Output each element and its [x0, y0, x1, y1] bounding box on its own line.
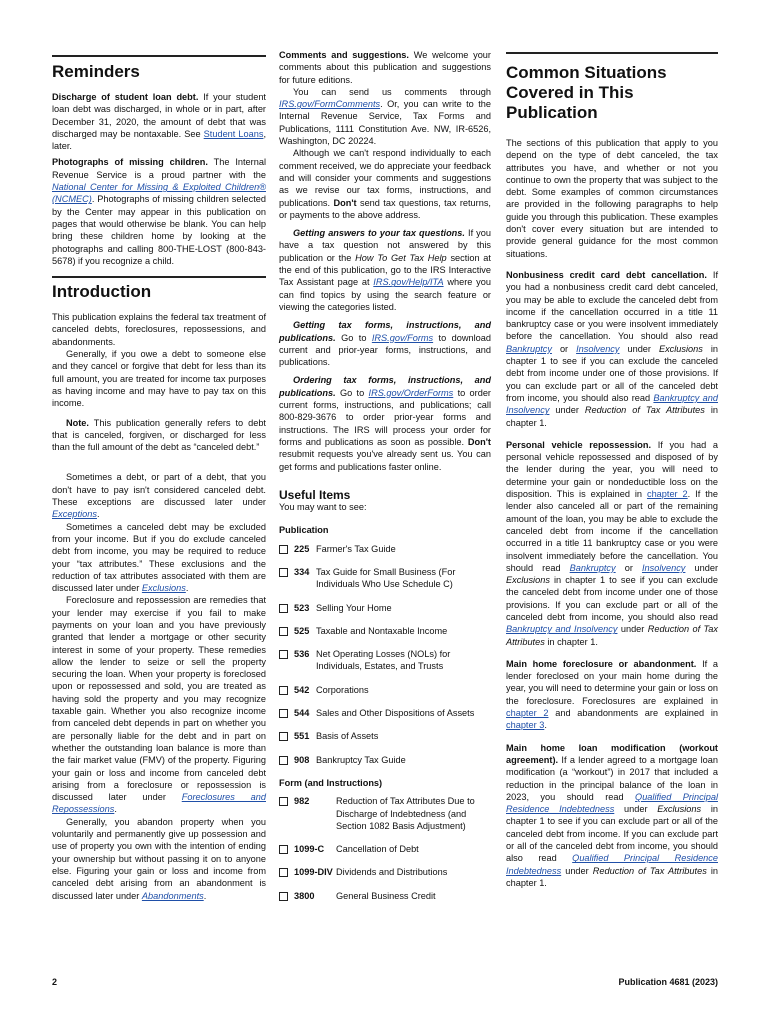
checkbox-icon [279, 545, 288, 554]
publication-title: Tax Guide for Small Business (For Individuals Who Use Schedule C) [316, 566, 456, 590]
checkbox-icon [279, 627, 288, 636]
forms-paragraph: Getting tax forms, instructions, and publications. Go to IRS.gov/Forms to download current and prior-year forms, instructions, and publications. [279, 320, 491, 368]
bankruptcy-insolvency-link[interactable]: Bankruptcy and Insolvency [506, 392, 718, 416]
publication-number: 334 [294, 566, 310, 577]
chapter-2-link-2[interactable]: chapter 2 [506, 708, 549, 719]
form-number: 1099-C [294, 844, 325, 855]
publication-number: 908 [294, 754, 310, 765]
vehicle-paragraph: Personal vehicle repossession. If you had a personal vehicle repossessed and disposed of by the lender during the year, you will need to determine your gain or nondeductible loss on the disposition. This is explained in chapter 2. If the lender also canceled all or part of the remaining amount of the loan, you may be able to exclude the canceled debt from income if the cancellation occurred in a title 11 bankruptcy case or you were insolvent immediately before the cancellation. You should read Bankruptcy or Insolvency under Exclusions in chapter 1 to see if you can exclude the canceled debt from income under one of those provisions. If you can exclude part or all of the canceled debt from income, you should also read Bankruptcy and Insolvency under Reduction of Tax Attributes in chapter 1. [506, 439, 718, 647]
publication-number: 523 [294, 602, 310, 613]
checkbox-icon [279, 686, 288, 695]
bankruptcy-link[interactable]: Bankruptcy [506, 343, 552, 354]
abandonments-link[interactable]: Abandonments [141, 890, 204, 901]
forms-label: Form (and Instructions) [279, 777, 383, 788]
comments-paragraph: Comments and suggestions. We welcome your comments about this publication and suggestions for future editions. [279, 50, 491, 85]
chapter-3-link[interactable]: chapter 3 [506, 720, 545, 731]
intro-rule [52, 276, 266, 278]
publication-item [279, 730, 491, 742]
introduction-heading: Introduction [52, 282, 152, 302]
page-number: 2 [52, 977, 58, 987]
checkbox-icon [279, 650, 288, 659]
form-number: 1099-DIV [294, 867, 333, 878]
credit-card-paragraph: Nonbusiness credit card debt cancellation. If you had a nonbusiness credit card debt canceled, you may be able to exclude the canceled debt from income if the cancellation occurred in a title 11 bankruptcy case or you were insolvent immediately before the cancellation. You should also read Bankruptcy or Insolvency under Exclusions in chapter 1 to see if you can exclude the canceled debt from income under one of those provisions. If you can exclude part or all of the canceled debt from income, you should also read Bankruptcy and Insolvency under Reduction of Tax Attributes in chapter 1. [506, 269, 719, 428]
publication-label: Publication [279, 525, 329, 536]
form-title: General Business Credit [336, 890, 436, 901]
form-title: Reduction of Tax Attributes Due to Discharge of Indebtedness (and Section 1082 Basis Adjustment) [336, 796, 475, 831]
bankruptcy-link-2[interactable]: Bankruptcy [569, 562, 616, 573]
column-left [52, 62, 266, 902]
checkbox-icon [279, 845, 288, 854]
checkbox-icon [279, 756, 288, 765]
foreclosure-paragraph: Main home foreclosure or abandonment. If a lender foreclosed on your main home during the year, you will need to determine your gain or loss on the foreclosure. Foreclosures are explained in chapter 2 and abandonments are explained in chapter 3. [506, 658, 718, 731]
publication-title: Sales and Other Dispositions of Assets [316, 708, 475, 719]
order-forms-link[interactable]: IRS.gov/OrderForms [368, 387, 454, 398]
form-item [279, 795, 491, 832]
checkbox-icon [279, 892, 288, 901]
ita-link[interactable]: IRS.gov/Help/ITA [373, 277, 444, 288]
column-middle [279, 49, 491, 913]
comments-paragraph-2: You can send us comments through IRS.gov/FormComments. Or, you can write to the Internal Revenue Service, Tax Forms and Publications, 1111 Constitution Ave. NW, IR-6526, Washington, DC 20224. [279, 86, 491, 147]
publication-item [279, 707, 491, 719]
intro-paragraph-6: Generally, you abandon property when you voluntarily and permanently give up possession and use of property you own with the intention of ending your ownership but without passing it on to anyone else. Figuring your gain or loss and income from canceled debt arising from an abandonment is discussed later under Abandonments. [52, 816, 266, 901]
publication-title: Selling Your Home [316, 602, 392, 613]
forms-link[interactable]: IRS.gov/Forms [371, 332, 434, 343]
missing-children-paragraph: Photographs of missing children. The Internal Revenue Service is a proud partner with the National Center for Missing & Exploited Children® (NCMEC). Photographs of missing children selected by the Center may appear in this publication on pages that would otherwise be blank. You can help bring these children home by looking at the photographs and calling 800-THE-LOST (800-843-5678) if you recognize a child. [52, 157, 266, 266]
checkbox-icon [279, 709, 288, 718]
publication-item [279, 625, 491, 637]
ordering-paragraph: Ordering tax forms, instructions, and publications. Go to IRS.gov/OrderForms to order current forms, instructions, and publications; call 800-829-3676 to order prior-year forms and instructions. The IRS will process your order for forms and publications as soon as possible. Don't resubmit requests you've already sent us. You can get forms and publications faster online. [279, 375, 491, 472]
loan-modification-paragraph: Main home loan modification (workout agreement). If a lender agreed to a mortgage loan modification (a “workout”) in 2017 that included a reduction in the principal balance of the loan in 2023, you should read Qualified Principal Residence Indebtedness under Exclusions in chapter 1 to see if you can exclude part or all of the canceled debt from income. If you can exclude part or all of the canceled debt from income, you should also read Qualified Principal Residence Indebtedness under Reduction of Tax Attributes in chapter 1. [506, 742, 718, 888]
bankruptcy-insolvency-link-2[interactable]: Bankruptcy and Insolvency [506, 624, 618, 635]
student-loans-link[interactable]: Student Loans [203, 128, 264, 139]
note-paragraph: Note. This publication generally refers to debt that is canceled, forgiven, or discharged for less than the full amount of the debt as “canceled debt.” [52, 417, 266, 453]
reminders-heading: Reminders [52, 62, 140, 81]
insolvency-link[interactable]: Insolvency [576, 343, 620, 354]
form-item [279, 890, 491, 902]
publication-title: Bankruptcy Tax Guide [316, 754, 406, 765]
publication-item [279, 566, 491, 591]
chapter-2-link[interactable]: chapter 2 [646, 489, 688, 500]
publication-number: 536 [294, 649, 310, 660]
publication-number: 542 [294, 684, 310, 695]
publication-number: 525 [294, 625, 310, 636]
publication-item [279, 754, 491, 766]
form-comments-link[interactable]: IRS.gov/FormComments [279, 99, 381, 110]
publication-item [279, 602, 491, 614]
form-number: 982 [294, 796, 310, 807]
checkbox-icon [279, 732, 288, 741]
comments-paragraph-3: Although we can't respond individually to each comment received, we do appreciate your feedback and will consider your comments and suggestions as we revise our tax forms, instructions, and publications. Don't send tax questions, tax returns, or payments to the above address. [279, 148, 491, 220]
form-title: Cancellation of Debt [336, 844, 419, 855]
common-situations-heading: Common Situations Covered in This Publication [506, 63, 667, 122]
intro-paragraph-2: Generally, if you owe a debt to someone else and they cancel or forgive that debt for less than its full amount, you are treated for income tax purposes as having income and may have to pay tax on this income. [52, 349, 266, 409]
qpri-link[interactable]: Qualified Principal Residence Indebtedness [506, 791, 718, 815]
publication-number: 551 [294, 731, 310, 742]
publication-list [279, 543, 491, 766]
publication-title: Basis of Assets [316, 731, 379, 742]
publication-number: 225 [294, 543, 310, 554]
answers-paragraph: Getting answers to your tax questions. If you have a tax question not answered by this publication or the How To Get Tax Help section at the end of this publication, go to the IRS Interactive Tax Assistant page at IRS.gov/Help/ITA where you can find topics by using the search feature or viewing the categories listed. [279, 228, 491, 312]
insolvency-link-2[interactable]: Insolvency [641, 562, 686, 573]
student-loan-paragraph: Discharge of student loan debt. If your student loan debt was discharged, in whole or in part, after December 31, 2020, the amount of debt that was discharged may be nontaxable. See Student Loans, later. [52, 92, 266, 152]
intro-paragraph-3: Sometimes a debt, or part of a debt, that you don't have to pay isn't considered canceled debt. These exceptions are discussed later under Exceptions. [52, 472, 266, 520]
form-title: Dividends and Distributions [336, 867, 448, 878]
exclusions-link[interactable]: Exclusions [141, 583, 186, 594]
qpri-link-2[interactable]: Qualified Principal Residence Indebtedness [506, 853, 718, 876]
form-list [279, 795, 491, 902]
foreclosures-link[interactable]: Foreclosures and Repossessions [52, 792, 266, 815]
publication-item [279, 543, 491, 555]
form-item [279, 843, 491, 855]
reminders-rule [52, 55, 266, 57]
useful-items-heading: Useful Items [279, 487, 351, 502]
intro-paragraph-1: This publication explains the federal tax treatment of canceled debts, foreclosures, repossessions, and abandonments. [52, 312, 266, 347]
intro-paragraph-5: Foreclosure and repossession are remedies that your lender may exercise if you fail to make payments on your loan and you have previously granted that lender a mortgage or other security interest in some of your property. These remedies allow the lender to seize or sell the property securing the loan. When your property is foreclosed upon or repossessed and sold, you are treated as having sold the property and you may recognize taxable gain. Whether you also recognize income from canceled debt depends in part on whether you are personally liable for the debt and in part on whether the outstanding loan balance is more than the fair market value (FMV) of the property. Figuring your gain or loss and income from canceled debt arising from a foreclosure or repossession is discussed later under Foreclosures and Repossessions. [52, 595, 266, 815]
form-item [279, 866, 491, 878]
ncmec-link[interactable]: National Center for Missing & Exploited Children® (NCMEC) [52, 182, 266, 205]
checkbox-icon [279, 604, 288, 613]
common-situations-rule [506, 52, 718, 54]
publication-title: Corporations [316, 684, 369, 695]
publication-number: 544 [294, 708, 310, 719]
publication-item [279, 648, 491, 673]
checkbox-icon [279, 868, 288, 877]
useful-items-sub: You may want to see: [279, 502, 367, 513]
publication-title: Net Operating Losses (NOLs) for Individuals, Estates, and Trusts [316, 649, 451, 672]
intro-paragraph-4: Sometimes a canceled debt may be excluded from your income. But if you do exclude canceled debt from income, you may be required to reduce your “tax attributes.” These exclusions and the reduction of tax attributes associated with them are discussed later under Exclusions. [52, 521, 266, 594]
publication-title: Taxable and Nontaxable Income [316, 625, 448, 636]
checkbox-icon [279, 568, 288, 577]
publication-item [279, 684, 491, 696]
common-situations-intro: The sections of this publication that apply to you depend on the type of debt canceled, the tax attributes you have, and whether or not you continue to own the property that was subject to the debt. Some examples of common circumstances are provided in the following paragraphs to help guide you through this publication. These examples don't cover every situation but are intended to provide general guidance for the most common situations. [506, 138, 718, 259]
publication-title: Farmer's Tax Guide [316, 543, 396, 554]
publication-footer: Publication 4681 (2023) [618, 977, 718, 987]
column-right [506, 63, 718, 889]
checkbox-icon [279, 797, 288, 806]
form-number: 3800 [294, 890, 315, 901]
exceptions-link[interactable]: Exceptions [52, 509, 97, 520]
